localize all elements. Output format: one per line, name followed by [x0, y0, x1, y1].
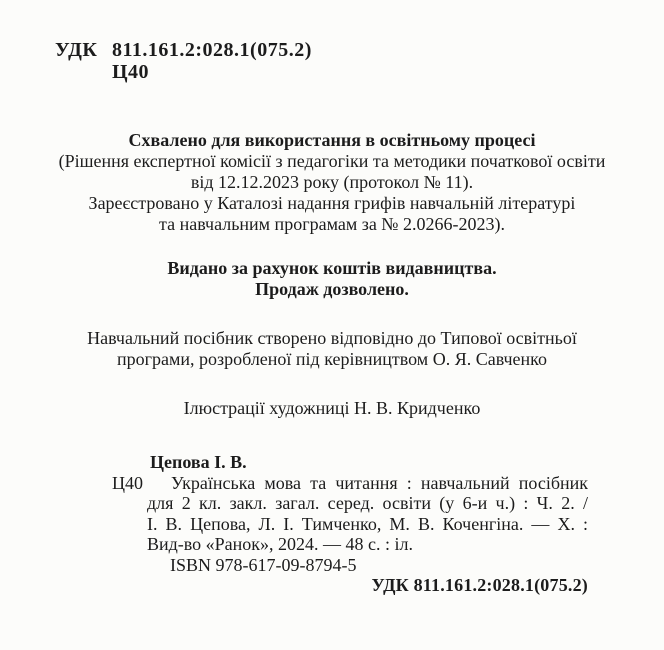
program-note-line-2: програми, розробленої під керівництвом О. Я. Савченко: [116, 349, 548, 369]
bibliographic-line-1: Українська мова та читання : навчальний посібник: [171, 472, 588, 493]
approval-line-1: (Рішення експертної комісії з педагогіки та методики початкової освіти: [58, 151, 606, 171]
publisher-notice-line-1: Видано за рахунок коштів видавництва.: [167, 258, 497, 278]
publisher-notice-line-2: Продаж дозволено.: [255, 279, 409, 299]
publisher-notice: [0, 258, 664, 300]
udc-classification: [55, 40, 312, 61]
bibliographic-line-3: І. В. Цепова, Л. І. Тимченко, М. В. Коченгіна. — Х. :: [147, 513, 588, 534]
card-author-mark: Ц40: [112, 472, 143, 493]
udc-value: 811.161.2:028.1(075.2): [112, 39, 312, 61]
bibliographic-line-4: Вид-во «Ранок», 2024. — 48 с. : іл.: [147, 534, 414, 554]
card-author-heading: Цепова І. В.: [150, 452, 247, 472]
udc-label: УДК: [55, 39, 98, 61]
illustrator-credit: Ілюстрації художниці Н. В. Кридченко: [183, 398, 481, 418]
approval-title: Схвалено для використання в освітньому процесі: [128, 130, 536, 150]
isbn: ISBN 978-617-09-8794-5: [170, 554, 357, 575]
approval-note: [0, 130, 664, 235]
approval-line-3: Зареєстровано у Каталозі надання грифів навчальній літературі: [88, 193, 576, 213]
approval-line-2: від 12.12.2023 року (протокол № 11).: [190, 172, 474, 192]
author-mark-code: Ц40: [112, 61, 150, 83]
bibliographic-line-2: для 2 кл. закл. загал. серед. освіти (у 6-и ч.) : Ч. 2. /: [147, 493, 588, 513]
approval-line-4: та навчальним програмам за № 2.0266-2023).: [159, 214, 505, 234]
catalog-card: [112, 452, 588, 596]
program-note: [0, 328, 664, 370]
program-note-line-1: Навчальний посібник створено відповідно до Типової освітньої: [87, 328, 577, 348]
udc-footer: УДК 811.161.2:028.1(075.2): [371, 575, 588, 595]
